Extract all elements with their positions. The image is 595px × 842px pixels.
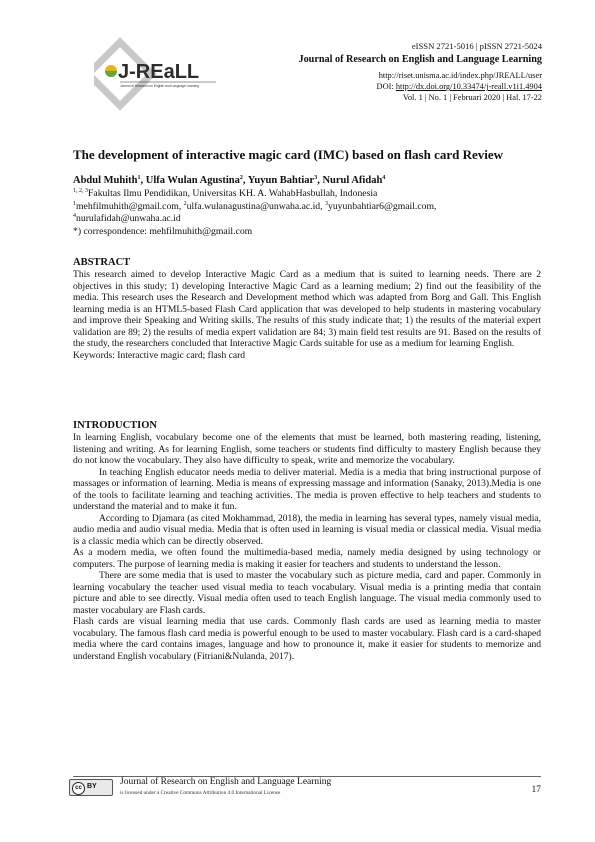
logo-emblem-icon xyxy=(94,35,224,113)
paragraph: There are some media that is used to master the vocabulary such as picture media, card and paper. Commonly in learning vocabulary the teacher used visual media to teach vocabulary. Visual media is a printing media that contain picture and able to see directly. Visual media often used to teach English language. The visual media commonly used to master vocabulary are Flash cards. xyxy=(73,570,541,616)
abstract-body xyxy=(73,269,541,361)
cc-by-label: BY xyxy=(87,783,97,790)
email-link[interactable]: ulfa.wulanagustina@unwaha.ac.id, xyxy=(186,200,325,212)
paragraph: As a modern media, we often found the multimedia-based media, namely media designed by using technology or computers. The purpose of learning media is making it easier for teachers and students to understand the lesson. xyxy=(73,547,541,570)
doi-link[interactable]: http://dx.doi.org/10.33474/j-reall.v1i1.4904 xyxy=(395,82,542,92)
article-title: The development of interactive magic card (IMC) based on flash card Review xyxy=(73,147,504,162)
doi-label: DOI: xyxy=(376,82,396,92)
paragraph: Flash cards are visual learning media that use cards. Commonly flash cards are used as learning media to master vocabulary. The famous flash card media is powerful enough to be used to master vocabulary. Flash card is a card-shaped media where the card contains images, language and how to pronounce it, make it easier for students to memorize and understand English vocabulary (Fitriani&Nulanda, 2017). xyxy=(73,616,541,662)
author-name: Ulfa Wulan Agustina xyxy=(145,175,240,186)
correspondence: *) correspondence: mehfilmuhith@gmail.com xyxy=(73,225,253,237)
abstract-text: This research aimed to develop Interactive Magic Card as a medium that is suited to learning needs. There are 2 objectives in this study; 1) developing Interactive Magic Card as a learning medium; 2) find out the feasibility of the media. This research uses the Research and Development method which was adapted from Borg and Gall. This English learning media is an HTML5-based Flash Card application that was developed to help students in mastering vocabulary and improve their Speaking and Writing skills. The results of this study indicate that; 1) the results of the material expert validation are 89; 2) the results of media expert validation are 84; 3) main field test results are 91. Based on the results of the study, the researchers concluded that Interactive Magic Cards suitable for use as a medium for learning English. xyxy=(73,269,541,349)
introduction-body xyxy=(73,432,541,662)
cc-icon: cc xyxy=(72,782,85,795)
paragraph: In teaching English educator needs media to deliver material. Media is a media that bring instructional purpose of massages or information of learning. Media is means of expressing massage and information (Sanaky, 2013).Media is one of the tools to facilitate learning and teaching activities. The media is proven effective to help teachers and students to understand the material and to make it fun. xyxy=(73,466,541,512)
affiliation: $^{1, 2, 3}$Fakultas Ilmu Pendidikan, Universitas KH. A. WahabHasbullah, Indonesia xyxy=(73,188,378,199)
doi-line xyxy=(377,81,542,92)
journal-links xyxy=(377,70,542,104)
journal-url[interactable]: http://riset.unisma.ac.id/index.php/JREALL/user xyxy=(378,71,542,80)
journal-name: Journal of Research on English and Language Learning xyxy=(298,54,542,65)
footer-license[interactable]: is licensed under a Creative Commons Attribution 4.0 International License xyxy=(120,790,281,796)
affiliation-block xyxy=(73,188,543,238)
author-name: Nurul Afidah xyxy=(322,175,383,186)
paragraph: In learning English, vocabulary become one of the elements that must be learned, both mastering reading, listening, listening and writing. As for learning English, some teachers or students find difficulty to mastery English because they do not know the vocabulary. They also have difficulty to speak, write and memorize the vocabulary. xyxy=(73,432,541,466)
page-number: 17 xyxy=(531,785,541,795)
author-name: Abdul Muhith xyxy=(73,175,138,186)
svg-text:J-REaLL: J-REaLL xyxy=(118,61,200,83)
paragraph: According to Djamara (as cited Mokhammad, 2018), the media in learning has several types, namely visual media, audio media and audio visual media. Media that is often used in learning is visual media or classical media. Visual media is a classic media which can be directly observed. xyxy=(73,512,541,547)
email-link[interactable]: mehfilmuhith@gmail.com, xyxy=(76,200,184,212)
author-name: Yuyun Bahtiar xyxy=(247,175,315,186)
author-list: Abdul Muhith$^1$, Ulfa Wulan Agustina$^2$, Yuyun Bahtiar$^3$, Nurul Afidah$^4$ xyxy=(73,175,386,186)
email-link[interactable]: yuyunbahtiar6@gmail.com, xyxy=(327,200,437,212)
author-emails: $^1$mehfilmuhith@gmail.com, $^2$ulfa.wulanagustina@unwaha.ac.id, $^3$yuyunbahtiar6@gmail.com, xyxy=(73,200,437,212)
creative-commons-badge[interactable] xyxy=(69,779,113,796)
journal-logo xyxy=(94,35,224,113)
author-emails-cont: $^4$nurulafidah@unwaha.ac.id xyxy=(73,213,181,224)
footer-journal-name: Journal of Research on English and Language Learning xyxy=(120,777,332,787)
svg-text:Journal of Research on English: Journal of Research on English and Language Learning xyxy=(120,84,199,88)
introduction-heading: INTRODUCTION xyxy=(73,420,158,431)
email-link[interactable]: nurulafidah@unwaha.ac.id xyxy=(76,213,181,224)
issn-numbers: eISSN 2721-5016 | pISSN 2721-5024 xyxy=(411,41,542,51)
keywords: Keywords: Interactive magic card; flash card xyxy=(73,349,246,361)
abstract-heading: ABSTRACT xyxy=(73,257,131,268)
volume-info: Vol. 1 | No. 1 | Februari 2020 | Hal. 17-22 xyxy=(402,93,542,103)
